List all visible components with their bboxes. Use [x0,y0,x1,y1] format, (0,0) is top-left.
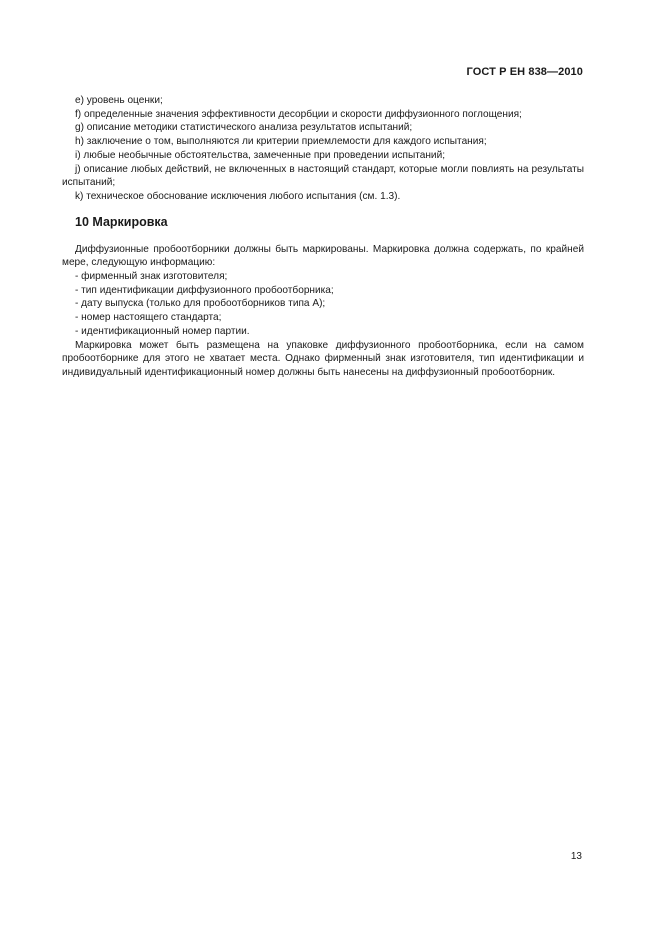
marking-item: - дату выпуска (только для пробоотборников типа А); [75,298,326,310]
section-closing: Маркировка может быть размещена на упаковке диффузионного пробоотборника, если на самом пробоотборнике для этого не хватает места. Однако фирменный знак изготовителя, тип идентификации и индивидуальный идентификационный номер должны быть нанесены на диффузионный пробоотборник. [62,339,584,378]
page-number: 13 [570,851,582,862]
list-item-e: e) уровень оценки; [75,95,163,106]
list-item-i: i) любые необычные обстоятельства, замеченные при проведении испытаний; [75,149,446,161]
list-item-k: k) техническое обоснование исключения любого испытания (см. 1.3). [75,190,401,202]
marking-item: - номер настоящего стандарта; [75,312,222,324]
list-item-f: f) определенные значения эффективности десорбции и скорости диффузионного поглощения; [75,108,522,120]
marking-item: - тип идентификации диффузионного пробоотборника; [75,284,334,296]
section-heading: 10 Маркировка [75,214,168,229]
page-content [62,94,584,380]
list-item-h: h) заключение о том, выполняются ли критерии приемлемости для каждого испытания; [75,136,487,148]
section-intro: Диффузионные пробоотборники должны быть маркированы. Маркировка должна содержать, по крайней мере, следующую информацию: [62,243,584,269]
list-item-g: g) описание методики статистического анализа результатов испытаний; [75,122,413,134]
document-code: ГОСТ Р ЕН 838—2010 [466,66,583,78]
marking-item: - фирменный знак изготовителя; [75,271,228,283]
marking-item: - идентификационный номер партии. [75,325,250,337]
list-item-j: j) описание любых действий, не включенных в настоящий стандарт, которые могли повлиять на результаты испытаний; [62,163,584,189]
